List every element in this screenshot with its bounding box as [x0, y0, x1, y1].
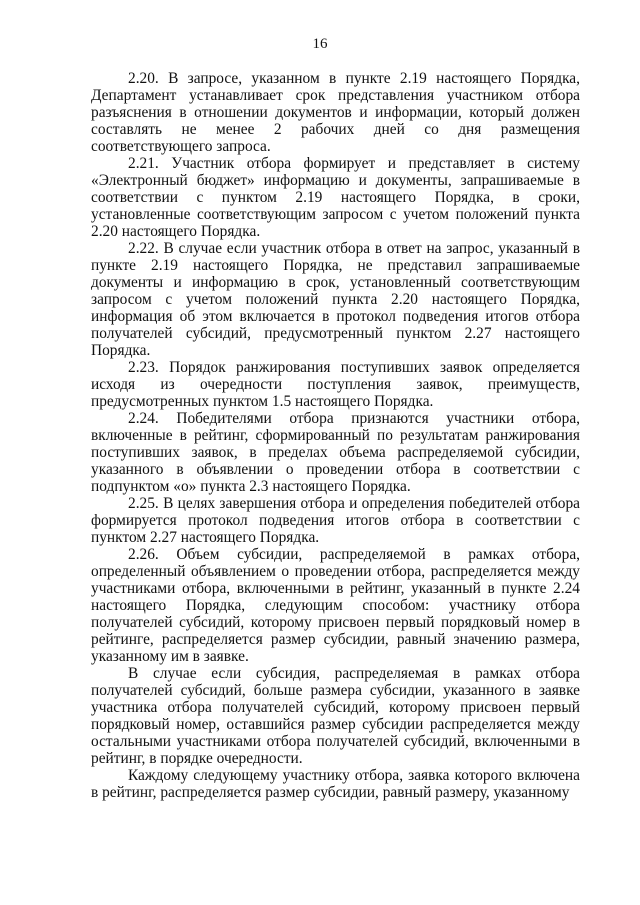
paragraph-each-next-participant: Каждому следующему участнику отбора, заявка которого включена в рейтинг, распределяется размер субсидии, равный размеру, указанному — [91, 767, 580, 801]
document-body — [91, 70, 580, 801]
page-number: 16 — [312, 36, 328, 52]
paragraph-2-24: 2.24. Победителями отбора признаются участники отбора, включенные в рейтинг, сформированный по результатам ранжирования поступивших заявок, в пределах объема распределяемой субсидии, указанного в объявлении о проведении отбора в соответствии с подпунктом «о» пункта 2.3 настоящего Порядка. — [91, 410, 580, 495]
paragraph-2-21: 2.21. Участник отбора формирует и представляет в систему «Электронный бюджет» информацию и документы, запрашиваемые в соответствии с пунктом 2.19 настоящего Порядка, в сроки, установленные соответствующим запросом с учетом положений пункта 2.20 настоящего Порядка. — [91, 155, 580, 240]
paragraph-2-22: 2.22. В случае если участник отбора в ответ на запрос, указанный в пункте 2.19 настоящего Порядка, не представил запрашиваемые документы и информацию в срок, установленный соответствующим запросом с учетом положений пункта 2.20 настоящего Порядка, информация об этом включается в протокол подведения итогов отбора получателей субсидий, предусмотренный пунктом 2.27 настоящего Порядка. — [91, 240, 580, 359]
paragraph-subsidy-surplus: В случае если субсидия, распределяемая в рамках отбора получателей субсидий, больше размера субсидии, указанного в заявке участника отбора получателей субсидий, которому присвоен первый порядковый номер, оставшийся размер субсидии распределяется между остальными участниками отбора получателей субсидий, включенными в рейтинг, в порядке очередности. — [91, 665, 580, 767]
paragraph-2-25: 2.25. В целях завершения отбора и определения победителей отбора формируется протокол подведения итогов отбора в соответствии с пунктом 2.27 настоящего Порядка. — [91, 495, 580, 546]
paragraph-2-23: 2.23. Порядок ранжирования поступивших заявок определяется исходя из очередности поступления заявок, преимуществ, предусмотренных пунктом 1.5 настоящего Порядка. — [91, 359, 580, 410]
paragraph-2-20: 2.20. В запросе, указанном в пункте 2.19 настоящего Порядка, Департамент устанавливает срок представления участником отбора разъяснения в отношении документов и информации, который должен составлять не менее 2 рабочих дней со дня размещения соответствующего запроса. — [91, 70, 580, 155]
paragraph-2-26: 2.26. Объем субсидии, распределяемой в рамках отбора, определенный объявлением о проведении отбора, распределяется между участниками отбора, включенными в рейтинг, указанный в пункте 2.24 настоящего Порядка, следующим способом: участнику отбора получателей субсидий, которому присвоен первый порядковый номер в рейтинге, распределяется размер субсидии, равный значению размера, указанному им в заявке. — [91, 546, 580, 665]
